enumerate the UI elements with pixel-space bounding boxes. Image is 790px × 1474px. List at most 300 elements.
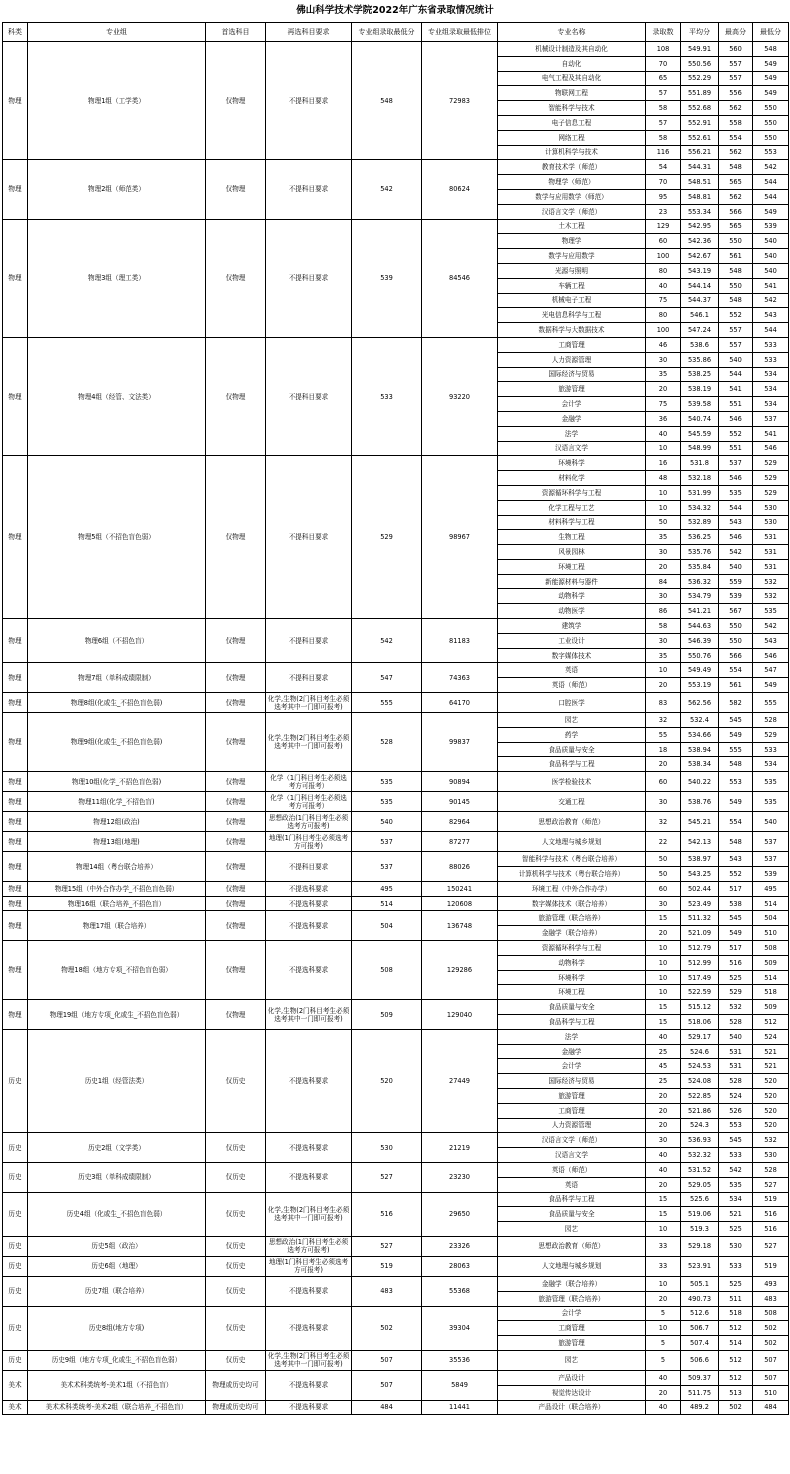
group-min-score-cell: 540 xyxy=(352,812,422,832)
average-score-cell: 512.99 xyxy=(681,955,719,970)
admitted-count-cell: 18 xyxy=(646,742,681,757)
group-min-score-cell: 547 xyxy=(352,663,422,693)
group-min-rank-cell: 74363 xyxy=(422,663,498,693)
max-score-cell: 512 xyxy=(719,1350,753,1370)
average-score-cell: 524.53 xyxy=(681,1059,719,1074)
admitted-count-cell: 30 xyxy=(646,896,681,911)
max-score-cell: 531 xyxy=(719,1059,753,1074)
average-score-cell: 545.59 xyxy=(681,426,719,441)
major-name-cell: 法学 xyxy=(498,426,646,441)
table-row xyxy=(3,792,789,812)
table-row xyxy=(3,911,789,926)
group-min-score-cell: 535 xyxy=(352,772,422,792)
average-score-cell: 546.39 xyxy=(681,633,719,648)
admitted-count-cell: 10 xyxy=(646,985,681,1000)
average-score-cell: 553.34 xyxy=(681,204,719,219)
admitted-count-cell: 32 xyxy=(646,713,681,728)
admitted-count-cell: 80 xyxy=(646,263,681,278)
group-name-cell: 物理17组（联合培养） xyxy=(28,911,206,941)
major-name-cell: 国际经济与贸易 xyxy=(498,367,646,382)
category-cell: 物理 xyxy=(3,832,28,852)
group-min-rank-cell: 39304 xyxy=(422,1306,498,1350)
group-min-score-cell: 537 xyxy=(352,852,422,882)
max-score-cell: 525 xyxy=(719,1222,753,1237)
max-score-cell: 562 xyxy=(719,145,753,160)
major-name-cell: 食品质量与安全 xyxy=(498,742,646,757)
second-subject-cell: 地理(1门科目考生必须选考方可报考) xyxy=(266,1256,352,1276)
admitted-count-cell: 60 xyxy=(646,772,681,792)
major-name-cell: 食品科学与工程 xyxy=(498,757,646,772)
group-min-rank-cell: 93220 xyxy=(422,337,498,455)
average-score-cell: 542.36 xyxy=(681,234,719,249)
average-score-cell: 540.74 xyxy=(681,411,719,426)
group-min-rank-cell: 82964 xyxy=(422,812,498,832)
average-score-cell: 529.17 xyxy=(681,1029,719,1044)
max-score-cell: 535 xyxy=(719,485,753,500)
min-score-cell: 533 xyxy=(753,337,789,352)
admitted-count-cell: 48 xyxy=(646,471,681,486)
min-score-cell: 542 xyxy=(753,619,789,634)
min-score-cell: 550 xyxy=(753,101,789,116)
max-score-cell: 538 xyxy=(719,896,753,911)
average-score-cell: 524.08 xyxy=(681,1074,719,1089)
max-score-cell: 561 xyxy=(719,678,753,693)
min-score-cell: 510 xyxy=(753,926,789,941)
category-cell: 物理 xyxy=(3,619,28,663)
admitted-count-cell: 84 xyxy=(646,574,681,589)
table-row xyxy=(3,1370,789,1385)
min-score-cell: 529 xyxy=(753,485,789,500)
category-cell: 历史 xyxy=(3,1256,28,1276)
max-score-cell: 545 xyxy=(719,713,753,728)
header-group-min-rank: 专业组录取最低排位 xyxy=(422,23,498,42)
group-min-score-cell: 555 xyxy=(352,693,422,713)
group-min-score-cell: 484 xyxy=(352,1400,422,1415)
min-score-cell: 550 xyxy=(753,130,789,145)
second-subject-cell: 思想政治(1门科目考生必须选考方可报考) xyxy=(266,1236,352,1256)
header-first-subject: 首选科目 xyxy=(206,23,266,42)
min-score-cell: 521 xyxy=(753,1059,789,1074)
min-score-cell: 549 xyxy=(753,56,789,71)
min-score-cell: 520 xyxy=(753,1074,789,1089)
category-cell: 物理 xyxy=(3,663,28,693)
average-score-cell: 518.06 xyxy=(681,1015,719,1030)
major-name-cell: 环境工程（中外合作办学） xyxy=(498,881,646,896)
max-score-cell: 548 xyxy=(719,263,753,278)
max-score-cell: 552 xyxy=(719,308,753,323)
max-score-cell: 517 xyxy=(719,941,753,956)
average-score-cell: 522.59 xyxy=(681,985,719,1000)
group-name-cell: 物理4组（经管、文法类） xyxy=(28,337,206,455)
average-score-cell: 544.31 xyxy=(681,160,719,175)
max-score-cell: 554 xyxy=(719,812,753,832)
average-score-cell: 546.1 xyxy=(681,308,719,323)
group-min-rank-cell: 87277 xyxy=(422,832,498,852)
admitted-count-cell: 57 xyxy=(646,86,681,101)
min-score-cell: 546 xyxy=(753,441,789,456)
admitted-count-cell: 10 xyxy=(646,485,681,500)
second-subject-cell: 不提选科要求 xyxy=(266,1370,352,1400)
average-score-cell: 521.86 xyxy=(681,1103,719,1118)
table-row xyxy=(3,1236,789,1256)
admitted-count-cell: 10 xyxy=(646,500,681,515)
admitted-count-cell: 20 xyxy=(646,678,681,693)
min-score-cell: 534 xyxy=(753,757,789,772)
average-score-cell: 543.25 xyxy=(681,867,719,882)
group-min-score-cell: 527 xyxy=(352,1162,422,1192)
min-score-cell: 553 xyxy=(753,145,789,160)
max-score-cell: 546 xyxy=(719,411,753,426)
average-score-cell: 532.32 xyxy=(681,1148,719,1163)
max-score-cell: 544 xyxy=(719,367,753,382)
min-score-cell: 533 xyxy=(753,352,789,367)
max-score-cell: 546 xyxy=(719,530,753,545)
admitted-count-cell: 75 xyxy=(646,397,681,412)
admitted-count-cell: 15 xyxy=(646,1207,681,1222)
max-score-cell: 555 xyxy=(719,742,753,757)
header-major: 专业名称 xyxy=(498,23,646,42)
max-score-cell: 533 xyxy=(719,1148,753,1163)
second-subject-cell: 不提选科要求 xyxy=(266,911,352,941)
average-score-cell: 539.58 xyxy=(681,397,719,412)
average-score-cell: 505.1 xyxy=(681,1276,719,1291)
average-score-cell: 549.49 xyxy=(681,663,719,678)
category-cell: 历史 xyxy=(3,1236,28,1256)
min-score-cell: 541 xyxy=(753,426,789,441)
category-cell: 物理 xyxy=(3,713,28,772)
admitted-count-cell: 35 xyxy=(646,648,681,663)
second-subject-cell: 化学,生物(2门科目考生必须选考其中一门即可报考) xyxy=(266,713,352,772)
max-score-cell: 552 xyxy=(719,867,753,882)
major-name-cell: 金融学 xyxy=(498,1044,646,1059)
max-score-cell: 531 xyxy=(719,1044,753,1059)
average-score-cell: 550.76 xyxy=(681,648,719,663)
max-score-cell: 511 xyxy=(719,1291,753,1306)
major-name-cell: 食品科学与工程 xyxy=(498,1015,646,1030)
group-min-rank-cell: 98967 xyxy=(422,456,498,619)
max-score-cell: 550 xyxy=(719,633,753,648)
category-cell: 历史 xyxy=(3,1276,28,1306)
min-score-cell: 516 xyxy=(753,1207,789,1222)
major-name-cell: 旅游管理 xyxy=(498,1336,646,1351)
major-name-cell: 风景园林 xyxy=(498,545,646,560)
max-score-cell: 554 xyxy=(719,130,753,145)
major-name-cell: 英语（师范） xyxy=(498,1162,646,1177)
second-subject-cell: 不提科目要求 xyxy=(266,160,352,219)
average-score-cell: 536.32 xyxy=(681,574,719,589)
second-subject-cell: 不提选科要求 xyxy=(266,1276,352,1306)
group-name-cell: 物理8组(化或生_不招色盲色弱) xyxy=(28,693,206,713)
min-score-cell: 528 xyxy=(753,1162,789,1177)
admitted-count-cell: 40 xyxy=(646,1370,681,1385)
major-name-cell: 资源循环科学与工程 xyxy=(498,941,646,956)
average-score-cell: 532.89 xyxy=(681,515,719,530)
group-min-rank-cell: 80624 xyxy=(422,160,498,219)
table-row xyxy=(3,881,789,896)
group-name-cell: 物理13组(地理) xyxy=(28,832,206,852)
average-score-cell: 525.6 xyxy=(681,1192,719,1207)
category-cell: 物理 xyxy=(3,693,28,713)
admitted-count-cell: 50 xyxy=(646,515,681,530)
average-score-cell: 548.81 xyxy=(681,189,719,204)
admitted-count-cell: 108 xyxy=(646,42,681,57)
average-score-cell: 552.61 xyxy=(681,130,719,145)
min-score-cell: 534 xyxy=(753,367,789,382)
max-score-cell: 550 xyxy=(719,234,753,249)
max-score-cell: 582 xyxy=(719,693,753,713)
average-score-cell: 519.06 xyxy=(681,1207,719,1222)
header-average: 平均分 xyxy=(681,23,719,42)
admitted-count-cell: 46 xyxy=(646,337,681,352)
min-score-cell: 534 xyxy=(753,382,789,397)
average-score-cell: 529.05 xyxy=(681,1177,719,1192)
admitted-count-cell: 75 xyxy=(646,293,681,308)
max-score-cell: 517 xyxy=(719,881,753,896)
average-score-cell: 534.32 xyxy=(681,500,719,515)
group-min-rank-cell: 136748 xyxy=(422,911,498,941)
average-score-cell: 519.3 xyxy=(681,1222,719,1237)
min-score-cell: 535 xyxy=(753,792,789,812)
admitted-count-cell: 10 xyxy=(646,1321,681,1336)
min-score-cell: 510 xyxy=(753,1385,789,1400)
category-cell: 历史 xyxy=(3,1029,28,1133)
group-name-cell: 历史8组(地方专项) xyxy=(28,1306,206,1350)
average-score-cell: 531.52 xyxy=(681,1162,719,1177)
group-min-rank-cell: 64170 xyxy=(422,693,498,713)
max-score-cell: 534 xyxy=(719,1192,753,1207)
average-score-cell: 534.66 xyxy=(681,727,719,742)
major-name-cell: 口腔医学 xyxy=(498,693,646,713)
first-subject-cell: 物理或历史均可 xyxy=(206,1400,266,1415)
group-name-cell: 物理14组（粤台联合培养） xyxy=(28,852,206,882)
group-min-score-cell: 539 xyxy=(352,219,422,337)
header-max: 最高分 xyxy=(719,23,753,42)
major-name-cell: 资源循环科学与工程 xyxy=(498,485,646,500)
major-name-cell: 汉语言文学（师范） xyxy=(498,204,646,219)
group-min-rank-cell: 5849 xyxy=(422,1370,498,1400)
admitted-count-cell: 30 xyxy=(646,545,681,560)
first-subject-cell: 仅物理 xyxy=(206,713,266,772)
group-name-cell: 物理19组（地方专项_化或生_不招色盲色弱） xyxy=(28,1000,206,1030)
admitted-count-cell: 23 xyxy=(646,204,681,219)
header-category: 科类 xyxy=(3,23,28,42)
average-score-cell: 542.13 xyxy=(681,832,719,852)
first-subject-cell: 仅物理 xyxy=(206,1000,266,1030)
min-score-cell: 537 xyxy=(753,832,789,852)
min-score-cell: 540 xyxy=(753,249,789,264)
major-name-cell: 智能科学与技术（粤台联合培养） xyxy=(498,852,646,867)
major-name-cell: 产品设计（联合培养） xyxy=(498,1400,646,1415)
average-score-cell: 512.6 xyxy=(681,1306,719,1321)
major-name-cell: 会计学 xyxy=(498,1306,646,1321)
max-score-cell: 550 xyxy=(719,278,753,293)
average-score-cell: 534.79 xyxy=(681,589,719,604)
max-score-cell: 542 xyxy=(719,545,753,560)
min-score-cell: 530 xyxy=(753,500,789,515)
major-name-cell: 英语（师范） xyxy=(498,678,646,693)
admitted-count-cell: 10 xyxy=(646,955,681,970)
average-score-cell: 512.79 xyxy=(681,941,719,956)
average-score-cell: 524.3 xyxy=(681,1118,719,1133)
average-score-cell: 542.67 xyxy=(681,249,719,264)
first-subject-cell: 仅历史 xyxy=(206,1306,266,1350)
group-name-cell: 历史6组（地理） xyxy=(28,1256,206,1276)
group-name-cell: 物理2组（师范类） xyxy=(28,160,206,219)
min-score-cell: 550 xyxy=(753,115,789,130)
major-name-cell: 物理学 xyxy=(498,234,646,249)
major-name-cell: 产品设计 xyxy=(498,1370,646,1385)
first-subject-cell: 仅历史 xyxy=(206,1192,266,1236)
group-name-cell: 物理9组(化或生_不招色盲色弱) xyxy=(28,713,206,772)
major-name-cell: 会计学 xyxy=(498,1059,646,1074)
major-name-cell: 工商管理 xyxy=(498,1103,646,1118)
table-row xyxy=(3,941,789,956)
max-score-cell: 540 xyxy=(719,1029,753,1044)
group-min-rank-cell: 99837 xyxy=(422,713,498,772)
average-score-cell: 544.63 xyxy=(681,619,719,634)
group-min-rank-cell: 150241 xyxy=(422,881,498,896)
admitted-count-cell: 33 xyxy=(646,1236,681,1256)
min-score-cell: 502 xyxy=(753,1336,789,1351)
table-row xyxy=(3,1276,789,1291)
max-score-cell: 565 xyxy=(719,219,753,234)
max-score-cell: 544 xyxy=(719,500,753,515)
average-score-cell: 556.21 xyxy=(681,145,719,160)
average-score-cell: 543.19 xyxy=(681,263,719,278)
group-min-score-cell: 535 xyxy=(352,792,422,812)
group-min-score-cell: 533 xyxy=(352,337,422,455)
max-score-cell: 553 xyxy=(719,1118,753,1133)
average-score-cell: 541.21 xyxy=(681,604,719,619)
max-score-cell: 530 xyxy=(719,1236,753,1256)
average-score-cell: 538.34 xyxy=(681,757,719,772)
admitted-count-cell: 57 xyxy=(646,115,681,130)
group-name-cell: 物理15组（中外合作办学_不招色盲色弱） xyxy=(28,881,206,896)
group-min-rank-cell: 21219 xyxy=(422,1133,498,1163)
first-subject-cell: 仅物理 xyxy=(206,896,266,911)
max-score-cell: 539 xyxy=(719,589,753,604)
max-score-cell: 540 xyxy=(719,352,753,367)
group-name-cell: 物理10组(化学_不招色盲色弱) xyxy=(28,772,206,792)
admitted-count-cell: 40 xyxy=(646,278,681,293)
min-score-cell: 534 xyxy=(753,397,789,412)
group-name-cell: 物理16组（联合培养_不招色盲） xyxy=(28,896,206,911)
first-subject-cell: 仅物理 xyxy=(206,160,266,219)
max-score-cell: 557 xyxy=(719,323,753,338)
table-row xyxy=(3,693,789,713)
admitted-count-cell: 129 xyxy=(646,219,681,234)
average-score-cell: 524.6 xyxy=(681,1044,719,1059)
header-row xyxy=(3,23,789,42)
max-score-cell: 540 xyxy=(719,559,753,574)
group-name-cell: 历史5组（政治） xyxy=(28,1236,206,1256)
average-score-cell: 553.19 xyxy=(681,678,719,693)
average-score-cell: 511.32 xyxy=(681,911,719,926)
min-score-cell: 535 xyxy=(753,604,789,619)
admitted-count-cell: 16 xyxy=(646,456,681,471)
major-name-cell: 园艺 xyxy=(498,713,646,728)
admitted-count-cell: 10 xyxy=(646,663,681,678)
max-score-cell: 551 xyxy=(719,441,753,456)
first-subject-cell: 仅物理 xyxy=(206,772,266,792)
group-min-score-cell: 548 xyxy=(352,42,422,160)
average-score-cell: 529.18 xyxy=(681,1236,719,1256)
group-min-score-cell: 509 xyxy=(352,1000,422,1030)
major-name-cell: 光电信息科学与工程 xyxy=(498,308,646,323)
max-score-cell: 554 xyxy=(719,663,753,678)
group-min-rank-cell: 88026 xyxy=(422,852,498,882)
min-score-cell: 540 xyxy=(753,812,789,832)
admitted-count-cell: 60 xyxy=(646,234,681,249)
first-subject-cell: 仅物理 xyxy=(206,832,266,852)
admitted-count-cell: 30 xyxy=(646,633,681,648)
first-subject-cell: 仅物理 xyxy=(206,663,266,693)
category-cell: 美术 xyxy=(3,1400,28,1415)
min-score-cell: 521 xyxy=(753,1044,789,1059)
category-cell: 物理 xyxy=(3,941,28,1000)
second-subject-cell: 化学（1门科目考生必须选考方可报考） xyxy=(266,792,352,812)
group-min-rank-cell: 129040 xyxy=(422,1000,498,1030)
first-subject-cell: 仅历史 xyxy=(206,1350,266,1370)
category-cell: 美术 xyxy=(3,1370,28,1400)
min-score-cell: 516 xyxy=(753,1222,789,1237)
admitted-count-cell: 50 xyxy=(646,867,681,882)
min-score-cell: 518 xyxy=(753,985,789,1000)
admitted-count-cell: 5 xyxy=(646,1350,681,1370)
major-name-cell: 智能科学与技术 xyxy=(498,101,646,116)
first-subject-cell: 仅物理 xyxy=(206,881,266,896)
second-subject-cell: 化学,生物(2门科目考生必须选考其中一门即可报考) xyxy=(266,1192,352,1236)
category-cell: 物理 xyxy=(3,219,28,337)
group-name-cell: 历史3组（单科成绩限制） xyxy=(28,1162,206,1192)
header-min: 最低分 xyxy=(753,23,789,42)
max-score-cell: 551 xyxy=(719,397,753,412)
first-subject-cell: 仅历史 xyxy=(206,1162,266,1192)
group-name-cell: 物理1组（工学类） xyxy=(28,42,206,160)
max-score-cell: 557 xyxy=(719,337,753,352)
admitted-count-cell: 5 xyxy=(646,1306,681,1321)
admitted-count-cell: 40 xyxy=(646,1400,681,1415)
admitted-count-cell: 40 xyxy=(646,1148,681,1163)
min-score-cell: 520 xyxy=(753,1118,789,1133)
max-score-cell: 565 xyxy=(719,175,753,190)
second-subject-cell: 不提科目要求 xyxy=(266,337,352,455)
admitted-count-cell: 70 xyxy=(646,175,681,190)
major-name-cell: 动物科学 xyxy=(498,589,646,604)
admitted-count-cell: 100 xyxy=(646,249,681,264)
max-score-cell: 513 xyxy=(719,1385,753,1400)
major-name-cell: 旅游管理 xyxy=(498,1089,646,1104)
table-row xyxy=(3,1306,789,1321)
average-score-cell: 506.7 xyxy=(681,1321,719,1336)
group-name-cell: 历史1组（经管法类） xyxy=(28,1029,206,1133)
table-row xyxy=(3,219,789,234)
group-min-score-cell: 528 xyxy=(352,713,422,772)
second-subject-cell: 化学,生物(2门科目考生必须选考其中一门即可报考) xyxy=(266,1000,352,1030)
max-score-cell: 562 xyxy=(719,101,753,116)
category-cell: 物理 xyxy=(3,852,28,882)
min-score-cell: 528 xyxy=(753,713,789,728)
min-score-cell: 502 xyxy=(753,1321,789,1336)
group-min-rank-cell: 84546 xyxy=(422,219,498,337)
major-name-cell: 生物工程 xyxy=(498,530,646,545)
group-min-rank-cell: 23230 xyxy=(422,1162,498,1192)
admitted-count-cell: 95 xyxy=(646,189,681,204)
min-score-cell: 527 xyxy=(753,1236,789,1256)
group-name-cell: 历史9组（地方专项_化或生_不招色盲色弱） xyxy=(28,1350,206,1370)
group-min-score-cell: 542 xyxy=(352,619,422,663)
admitted-count-cell: 65 xyxy=(646,71,681,86)
